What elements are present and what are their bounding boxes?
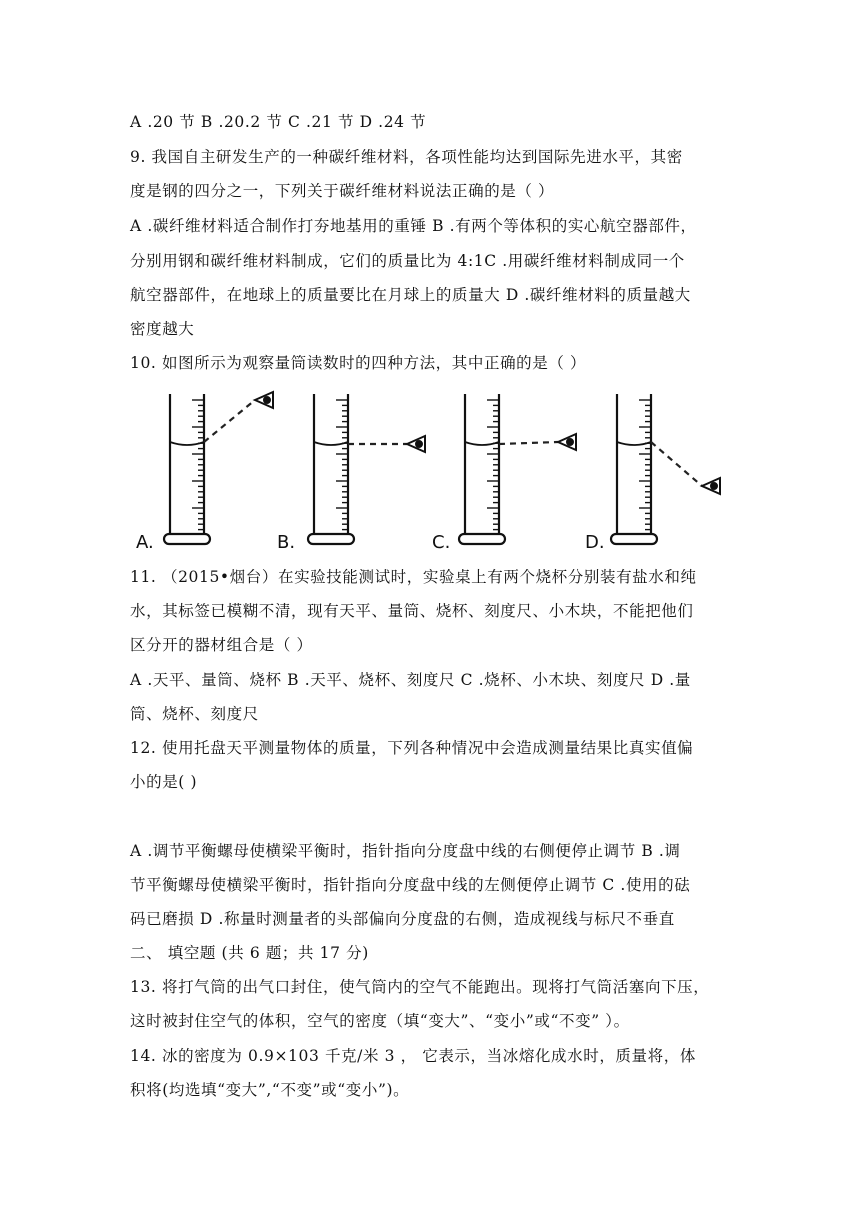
q9-stem-line2: 度是钢的四分之一，下列关于碳纤维材料说法正确的是（ ）	[130, 182, 555, 200]
q8-options: A .20 节 B .20.2 节 C .21 节 D .24 节	[130, 113, 427, 131]
q12-options-line3: 码已磨损 D .称量时测量者的头部偏向分度盘的右侧，造成视线与标尺不垂直	[130, 910, 675, 928]
q11-stem-line1: 11. （2015•烟台）在实验技能测试时，实验桌上有两个烧杯分别装有盐水和纯	[130, 568, 697, 586]
eye-c-icon	[558, 434, 576, 450]
q12-stem-line1: 12. 使用托盘天平测量物体的质量，下列各种情况中会造成测量结果比真实值偏	[130, 739, 694, 757]
cylinder-diagram	[130, 384, 750, 556]
option-d-label: D.	[585, 532, 605, 553]
q12-stem-line2: 小的是( )	[130, 773, 198, 791]
graduated-cylinder-figure	[130, 384, 750, 556]
q9-options-line4: 密度越大	[130, 320, 195, 338]
q11-stem-line2: 水，其标签已模糊不清，现有天平、量筒、烧杯、刻度尺、小木块，不能把他们	[130, 602, 694, 620]
q9-options-line1: A .碳纤维材料适合制作打夯地基用的重锤 B .有两个等体积的实心航空器部件，	[130, 217, 697, 235]
option-a-label: A.	[136, 532, 154, 553]
option-b-label: B.	[277, 532, 296, 553]
q11-stem-line3: 区分开的器材组合是（ ）	[130, 636, 313, 654]
eye-d-icon	[702, 478, 720, 494]
option-c-label: C.	[432, 532, 451, 553]
eye-b-icon	[407, 436, 425, 452]
q10-stem: 10. 如图所示为观察量筒读数时的四种方法，其中正确的是（ ）	[130, 354, 587, 372]
eye-a-icon	[255, 392, 273, 408]
q11-options-line1: A .天平、量筒、烧杯 B .天平、烧杯、刻度尺 C .烧杯、小木块、刻度尺 D .量	[130, 671, 691, 689]
cylinder-d	[611, 394, 657, 544]
q12-options-line2: 节平衡螺母使横梁平衡时，指针指向分度盘中线的左侧便停止调节 C .使用的砝	[130, 876, 691, 894]
q11-options-line2: 筒、烧杯、刻度尺	[130, 705, 259, 723]
section-two-heading: 二、 填空题 (共 6 题；共 17 分)	[130, 944, 369, 962]
q9-stem-line1: 9. 我国自主研发生产的一种碳纤维材料，各项性能均达到国际先进水平，其密	[130, 148, 683, 166]
sightline-c	[499, 442, 558, 444]
cylinder-c	[459, 394, 505, 544]
cylinder-b	[308, 394, 354, 544]
q9-options-line3: 航空器部件，在地球上的质量要比在月球上的质量大 D .碳纤维材料的质量越大	[130, 286, 691, 304]
cylinder-a	[164, 394, 210, 544]
q9-options-line2: 分别用钢和碳纤维材料制成，它们的质量比为 4:1C .用碳纤维材料制成同一个	[130, 252, 685, 270]
q13-line2: 这时被封住空气的体积，空气的密度（填“变大”、“变小”或“不变” ）。	[130, 1012, 630, 1030]
sightline-a	[204, 400, 255, 442]
q13-line1: 13. 将打气筒的出气口封住，使气筒内的空气不能跑出。现将打气筒活塞向下压，	[130, 978, 710, 996]
sightline-d	[651, 442, 702, 486]
q14-line1: 14. 冰的密度为 0.9×103 千克/米 3 ， 它表示，当冰熔化成水时，质量将，体	[130, 1047, 696, 1065]
q12-options-line1: A .调节平衡螺母使横梁平衡时，指针指向分度盘中线的右侧便停止调节 B .调	[130, 842, 681, 860]
q14-line2: 积将(均选填“变大”,“不变”或“变小”)。	[130, 1081, 410, 1099]
